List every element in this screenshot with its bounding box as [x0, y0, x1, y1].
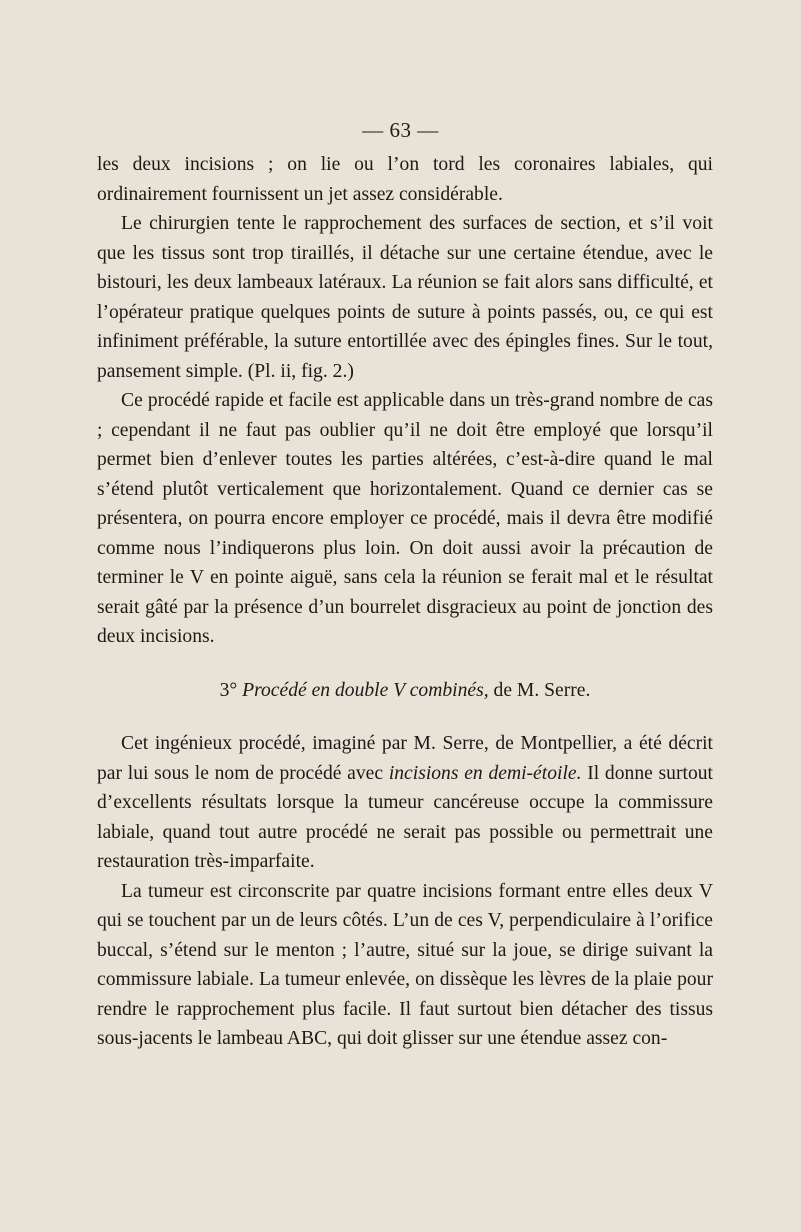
- paragraph-1: les deux incisions ; on lie ou l’on tord les coronaires labiales, qui ordinairement fournissent un jet assez considérable.: [97, 154, 713, 205]
- section-heading-title: Procédé en double V combinés,: [242, 679, 489, 701]
- paragraph-5: La tumeur est circonscrite par quatre incisions formant entre elles deux V qui se touchent par un de leurs côtés. L’un de ces V, perpendiculaire à l’orifice buccal, s’étend sur le menton ; l’autre, situé sur la joue, se dirige suivant la commissure labiale. La tumeur enlevée, on dissèque les lèvres de la plaie pour rendre le rapprochement plus facile. Il faut surtout bien détacher des tissus sous-jacents le lambeau ABC, qui doit glisser sur une étendue assez con-: [97, 880, 713, 1049]
- paragraph-2: Le chirurgien tente le rapprochement des surfaces de section, et s’il voit que les tissus sont trop tiraillés, il détache sur une certaine étendue, avec le bistouri, les deux lambeaux latéraux. La réunion se fait alors sans difficulté, et l’opérateur pratique quelques points de suture à points passés, ou, ce qui est infiniment préférable, la suture entortillée avec des épingles fines. Sur le tout, pansement simple. (Pl. ii, fig. 2.): [97, 213, 713, 382]
- page-number: — 63 —: [362, 118, 439, 142]
- paragraph-4-part-b: Il donne surtout d’excellents résultats lorsque la tumeur cancéreuse occupe la commissure labiale, quand tout autre procédé ne serait pas possible ou permettrait une restauration très-imparfaite.: [97, 762, 713, 872]
- paragraph-4-part-a: Cet ingénieux procédé, imaginé par M. Serre, de Montpellier, a été décrit par lui sous le nom de procédé avec: [97, 733, 713, 784]
- paragraph-4-italic: incisions en demi-étoile.: [388, 762, 582, 784]
- section-heading: [97, 676, 713, 706]
- paragraph-4: [97, 729, 713, 877]
- section-heading-number: 3°: [219, 679, 238, 701]
- paragraph-3: Ce procédé rapide et facile est applicable dans un très-grand nombre de cas ; cependant il ne faut pas oublier qu’il ne doit être employé que lorsqu’il permet bien d’enlever toutes les parties altérées, c’est-à-dire quand le mal s’étend plutôt verticalement que horizontalement. Quand ce dernier cas se présentera, on pourra encore employer ce procédé, mais il devra être modifié comme nous l’indiquerons plus loin. On doit aussi avoir la précaution de terminer le V en pointe aiguë, sans cela la réunion se ferait mal et le résultat serait gâté par la présence d’un bourrelet disgracieux au point de jonction des deux incisions.: [97, 390, 713, 647]
- page-body: [97, 150, 713, 1054]
- section-heading-author: de M. Serre.: [493, 679, 591, 701]
